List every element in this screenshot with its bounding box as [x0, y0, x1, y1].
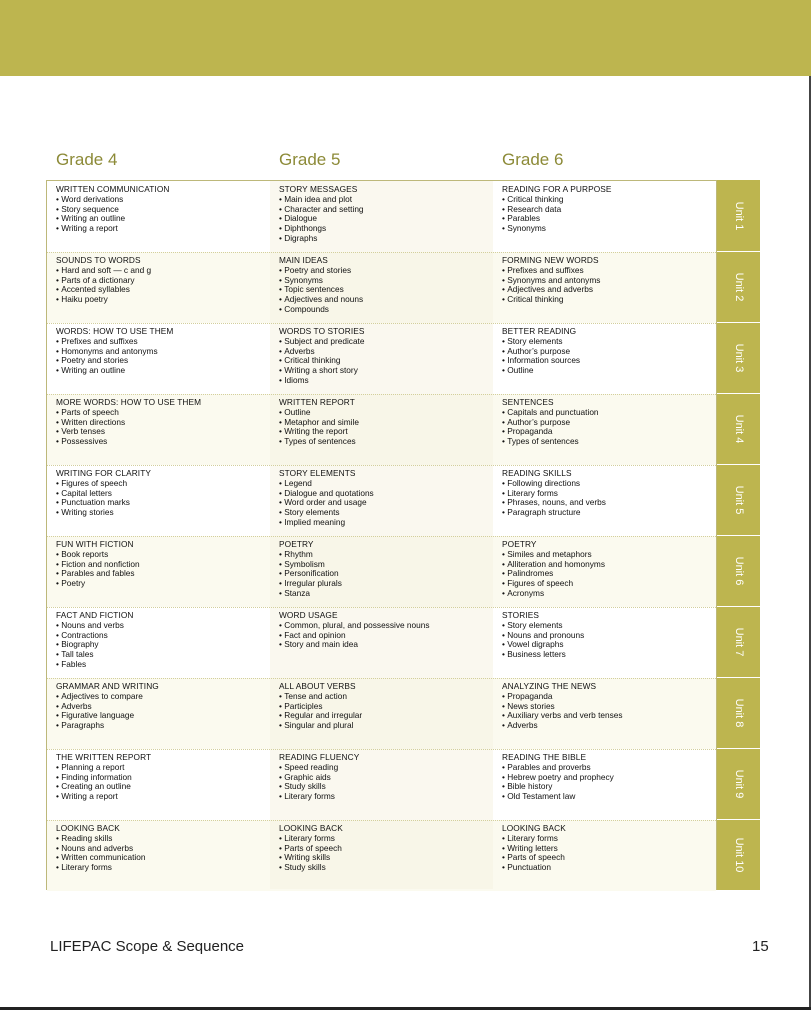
topic-list: [279, 692, 489, 731]
topic-item: • Parables and fables: [56, 569, 266, 579]
topic-item: • Fact and opinion: [279, 631, 489, 641]
topic-item: • Digraphs: [279, 234, 489, 244]
topic-item: • Parts of a dictionary: [56, 276, 266, 286]
unit-tab-label: Unit 7: [732, 627, 745, 656]
topic-list: [502, 763, 712, 802]
unit-cell: [56, 181, 266, 252]
topic-item: • Old Testament law: [502, 792, 712, 802]
topic-item: • Phrases, nouns, and verbs: [502, 498, 712, 508]
unit-cell: [56, 820, 266, 891]
topic-item: • Tense and action: [279, 692, 489, 702]
unit-tab-separator: [717, 322, 760, 323]
top-color-band: [0, 0, 811, 76]
topic-list: [279, 195, 489, 244]
topic-item: • Outline: [279, 408, 489, 418]
unit-cell: [502, 536, 712, 607]
unit-tab-column: [717, 180, 760, 890]
unit-tab-label: Unit 4: [732, 414, 745, 443]
topic-list: [502, 266, 712, 305]
topic-item: • Story and main idea: [279, 640, 489, 650]
cell-title: WRITING FOR CLARITY: [56, 468, 152, 478]
topic-item: • Stanza: [279, 589, 489, 599]
topic-list: [279, 550, 489, 599]
cell-title: POETRY: [502, 539, 537, 549]
unit-cell: [279, 749, 489, 820]
topic-item: • Poetry and stories: [56, 356, 266, 366]
topic-item: • Adverbs: [502, 721, 712, 731]
topic-item: • Acronyms: [502, 589, 712, 599]
topic-list: [502, 834, 712, 873]
unit-cell: [279, 607, 489, 678]
cell-title: ALL ABOUT VERBS: [279, 681, 356, 691]
topic-item: • Study skills: [279, 863, 489, 873]
topic-item: • Story elements: [502, 621, 712, 631]
topic-item: • Main idea and plot: [279, 195, 489, 205]
topic-item: • Outline: [502, 366, 712, 376]
unit-tab-label: Unit 9: [732, 769, 745, 798]
topic-list: [502, 408, 712, 447]
unit-tab: [717, 393, 760, 464]
topic-list: [502, 337, 712, 376]
topic-item: • Idioms: [279, 376, 489, 386]
topic-item: • Vowel digraphs: [502, 640, 712, 650]
unit-tab-separator: [717, 606, 760, 607]
topic-item: • News stories: [502, 702, 712, 712]
cell-title: WORD USAGE: [279, 610, 338, 620]
unit-cell: [502, 607, 712, 678]
topic-item: • Tall tales: [56, 650, 266, 660]
topic-item: • Punctuation: [502, 863, 712, 873]
unit-tab: [717, 748, 760, 819]
topic-item: • Accented syllables: [56, 285, 266, 295]
topic-item: • Written communication: [56, 853, 266, 863]
topic-item: • Parts of speech: [56, 408, 266, 418]
unit-tab-label: Unit 8: [732, 698, 745, 727]
unit-cell: [502, 181, 712, 252]
unit-tab-label: Unit 10: [732, 837, 745, 872]
topic-item: • Parts of speech: [279, 844, 489, 854]
topic-item: • Verb tenses: [56, 427, 266, 437]
unit-tab-separator: [717, 464, 760, 465]
topic-item: • Story elements: [502, 337, 712, 347]
topic-item: • Literary forms: [279, 792, 489, 802]
topic-item: • Literary forms: [56, 863, 266, 873]
topic-item: • Dialogue and quotations: [279, 489, 489, 499]
topic-item: • Prefixes and suffixes: [502, 266, 712, 276]
topic-item: • Figures of speech: [502, 579, 712, 589]
topic-item: • Literary forms: [502, 834, 712, 844]
grade-header-5: Grade 5: [279, 150, 341, 169]
unit-cell: [56, 465, 266, 536]
topic-item: • Author’s purpose: [502, 347, 712, 357]
unit-cell: [502, 394, 712, 465]
unit-tab-separator: [717, 535, 760, 536]
cell-title: STORY MESSAGES: [279, 184, 358, 194]
unit-cell: [279, 536, 489, 607]
cell-title: SOUNDS TO WORDS: [56, 255, 141, 265]
topic-item: • Poetry: [56, 579, 266, 589]
topic-item: • Palindromes: [502, 569, 712, 579]
cell-title: WRITTEN COMMUNICATION: [56, 184, 170, 194]
topic-item: • Writing an outline: [56, 214, 266, 224]
unit-tab-separator: [717, 748, 760, 749]
topic-item: • Homonyms and antonyms: [56, 347, 266, 357]
topic-item: • Prefixes and suffixes: [56, 337, 266, 347]
grade-header-4: Grade 4: [56, 150, 118, 169]
unit-tab-separator: [717, 677, 760, 678]
topic-item: • Adverbs: [56, 702, 266, 712]
cell-title: STORY ELEMENTS: [279, 468, 356, 478]
cell-title: LOOKING BACK: [502, 823, 566, 833]
topic-item: • Parts of speech: [502, 853, 712, 863]
topic-item: • Graphic aids: [279, 773, 489, 783]
unit-tab-separator: [717, 819, 760, 820]
unit-cell: [502, 323, 712, 394]
cell-title: FACT AND FICTION: [56, 610, 134, 620]
unit-tab-label: Unit 1: [732, 201, 745, 230]
topic-item: • Irregular plurals: [279, 579, 489, 589]
topic-item: • Poetry and stories: [279, 266, 489, 276]
topic-item: • Contractions: [56, 631, 266, 641]
topic-item: • Singular and plural: [279, 721, 489, 731]
unit-tab-label: Unit 6: [732, 556, 745, 585]
topic-item: • Planning a report: [56, 763, 266, 773]
topic-item: • Literary forms: [502, 489, 712, 499]
topic-list: [502, 621, 712, 660]
topic-item: • Types of sentences: [502, 437, 712, 447]
unit-cell: [56, 252, 266, 323]
topic-item: • Propaganda: [502, 692, 712, 702]
cell-title: FUN WITH FICTION: [56, 539, 134, 549]
topic-item: • Adjectives to compare: [56, 692, 266, 702]
unit-tab: [717, 606, 760, 677]
unit-cell: [56, 323, 266, 394]
cell-title: WRITTEN REPORT: [279, 397, 355, 407]
cell-title: READING FLUENCY: [279, 752, 360, 762]
cell-title: READING SKILLS: [502, 468, 572, 478]
topic-item: • Adjectives and nouns: [279, 295, 489, 305]
cell-title: POETRY: [279, 539, 314, 549]
topic-item: • Nouns and pronouns: [502, 631, 712, 641]
topic-item: • Character and setting: [279, 205, 489, 215]
topic-item: • Nouns and verbs: [56, 621, 266, 631]
topic-item: • Writing the report: [279, 427, 489, 437]
topic-item: • Subject and predicate: [279, 337, 489, 347]
topic-item: • Critical thinking: [279, 356, 489, 366]
topic-item: • Personification: [279, 569, 489, 579]
topic-list: [502, 479, 712, 518]
unit-tab: [717, 322, 760, 393]
topic-item: • Word derivations: [56, 195, 266, 205]
topic-item: • Participles: [279, 702, 489, 712]
topic-item: • Possessives: [56, 437, 266, 447]
cell-title: READING THE BIBLE: [502, 752, 587, 762]
topic-list: [56, 834, 266, 873]
footer-title: LIFEPAC Scope & Sequence: [50, 938, 245, 955]
unit-cell: [279, 252, 489, 323]
unit-tab-label: Unit 2: [732, 272, 745, 301]
topic-list: [56, 479, 266, 518]
grade-header-6: Grade 6: [502, 150, 564, 169]
topic-item: • Creating an outline: [56, 782, 266, 792]
unit-tab: [717, 251, 760, 322]
topic-item: • Parables and proverbs: [502, 763, 712, 773]
topic-list: [56, 337, 266, 376]
unit-cell: [502, 465, 712, 536]
cell-title: THE WRITTEN REPORT: [56, 752, 152, 762]
topic-item: • Writing a report: [56, 224, 266, 234]
topic-item: • Topic sentences: [279, 285, 489, 295]
topic-item: • Similes and metaphors: [502, 550, 712, 560]
topic-item: • Book reports: [56, 550, 266, 560]
topic-item: • Biography: [56, 640, 266, 650]
topic-item: • Paragraph structure: [502, 508, 712, 518]
unit-cell: [279, 394, 489, 465]
unit-cell: [56, 394, 266, 465]
topic-list: [279, 479, 489, 528]
cell-title: MORE WORDS: HOW TO USE THEM: [56, 397, 202, 407]
cell-title: READING FOR A PURPOSE: [502, 184, 612, 194]
topic-item: • Critical thinking: [502, 195, 712, 205]
cell-title: LOOKING BACK: [56, 823, 120, 833]
topic-item: • Fables: [56, 660, 266, 670]
topic-list: [279, 834, 489, 873]
topic-item: • Speed reading: [279, 763, 489, 773]
topic-item: • Haiku poetry: [56, 295, 266, 305]
unit-tab: [717, 464, 760, 535]
topic-item: • Study skills: [279, 782, 489, 792]
cell-title: STORIES: [502, 610, 539, 620]
topic-item: • Figurative language: [56, 711, 266, 721]
unit-cell: [502, 820, 712, 891]
unit-cell: [56, 536, 266, 607]
topic-item: • Critical thinking: [502, 295, 712, 305]
topic-item: • Story elements: [279, 508, 489, 518]
topic-item: • Diphthongs: [279, 224, 489, 234]
topic-item: • Bible history: [502, 782, 712, 792]
topic-list: [279, 763, 489, 802]
cell-title: FORMING NEW WORDS: [502, 255, 599, 265]
topic-item: • Writing letters: [502, 844, 712, 854]
topic-item: • Dialogue: [279, 214, 489, 224]
topic-item: • Adjectives and adverbs: [502, 285, 712, 295]
unit-tab-label: Unit 3: [732, 343, 745, 372]
topic-item: • Word order and usage: [279, 498, 489, 508]
cell-title: SENTENCES: [502, 397, 554, 407]
topic-list: [279, 337, 489, 386]
cell-title: ANALYZING THE NEWS: [502, 681, 597, 691]
unit-tab: [717, 180, 760, 251]
topic-item: • Following directions: [502, 479, 712, 489]
topic-item: • Rhythm: [279, 550, 489, 560]
unit-cell: [56, 749, 266, 820]
unit-tab: [717, 677, 760, 748]
topic-item: • Reading skills: [56, 834, 266, 844]
topic-item: • Propaganda: [502, 427, 712, 437]
topic-item: • Hebrew poetry and prophecy: [502, 773, 712, 783]
unit-cell: [279, 678, 489, 749]
topic-item: • Story sequence: [56, 205, 266, 215]
unit-tab-separator: [717, 393, 760, 394]
unit-cell: [502, 252, 712, 323]
topic-item: • Capitals and punctuation: [502, 408, 712, 418]
topic-list: [279, 266, 489, 315]
topic-item: • Finding information: [56, 773, 266, 783]
cell-title: GRAMMAR AND WRITING: [56, 681, 159, 691]
topic-item: • Auxiliary verbs and verb tenses: [502, 711, 712, 721]
cell-title: LOOKING BACK: [279, 823, 343, 833]
topic-item: • Synonyms: [279, 276, 489, 286]
topic-item: • Writing stories: [56, 508, 266, 518]
unit-tab: [717, 819, 760, 890]
topic-list: [56, 550, 266, 589]
topic-item: • Research data: [502, 205, 712, 215]
topic-item: • Information sources: [502, 356, 712, 366]
topic-item: • Parables: [502, 214, 712, 224]
topic-item: • Written directions: [56, 418, 266, 428]
topic-item: • Fiction and nonfiction: [56, 560, 266, 570]
scope-sequence-table: [46, 180, 717, 890]
unit-cell: [56, 678, 266, 749]
topic-list: [279, 621, 489, 650]
topic-item: • Writing a short story: [279, 366, 489, 376]
topic-item: • Writing a report: [56, 792, 266, 802]
cell-title: MAIN IDEAS: [279, 255, 328, 265]
topic-list: [56, 266, 266, 305]
cell-title: WORDS: HOW TO USE THEM: [56, 326, 174, 336]
topic-list: [56, 692, 266, 731]
unit-cell: [279, 465, 489, 536]
topic-item: • Punctuation marks: [56, 498, 266, 508]
unit-tab-separator: [717, 251, 760, 252]
topic-item: • Types of sentences: [279, 437, 489, 447]
cell-title: WORDS TO STORIES: [279, 326, 365, 336]
topic-item: • Regular and irregular: [279, 711, 489, 721]
topic-item: • Legend: [279, 479, 489, 489]
topic-item: • Business letters: [502, 650, 712, 660]
topic-item: • Synonyms: [502, 224, 712, 234]
topic-list: [502, 550, 712, 599]
topic-list: [56, 195, 266, 234]
topic-item: • Writing an outline: [56, 366, 266, 376]
topic-item: • Literary forms: [279, 834, 489, 844]
topic-item: • Writing skills: [279, 853, 489, 863]
unit-tab-label: Unit 5: [732, 485, 745, 514]
topic-list: [56, 408, 266, 447]
topic-item: • Nouns and adverbs: [56, 844, 266, 854]
unit-cell: [502, 749, 712, 820]
unit-cell: [279, 181, 489, 252]
page-number: 15: [752, 938, 769, 955]
topic-item: • Adverbs: [279, 347, 489, 357]
topic-list: [279, 408, 489, 447]
topic-item: • Author’s purpose: [502, 418, 712, 428]
unit-cell: [279, 323, 489, 394]
cell-title: BETTER READING: [502, 326, 577, 336]
unit-cell: [502, 678, 712, 749]
topic-item: • Synonyms and antonyms: [502, 276, 712, 286]
topic-item: • Capital letters: [56, 489, 266, 499]
unit-cell: [279, 820, 489, 891]
topic-item: • Symbolism: [279, 560, 489, 570]
unit-cell: [56, 607, 266, 678]
topic-list: [502, 692, 712, 731]
unit-tab: [717, 535, 760, 606]
topic-item: • Figures of speech: [56, 479, 266, 489]
topic-list: [56, 763, 266, 802]
topic-item: • Hard and soft — c and g: [56, 266, 266, 276]
topic-item: • Metaphor and simile: [279, 418, 489, 428]
topic-item: • Implied meaning: [279, 518, 489, 528]
topic-item: • Alliteration and homonyms: [502, 560, 712, 570]
topic-list: [502, 195, 712, 234]
topic-item: • Paragraphs: [56, 721, 266, 731]
topic-list: [56, 621, 266, 670]
topic-item: • Compounds: [279, 305, 489, 315]
topic-item: • Common, plural, and possessive nouns: [279, 621, 489, 631]
